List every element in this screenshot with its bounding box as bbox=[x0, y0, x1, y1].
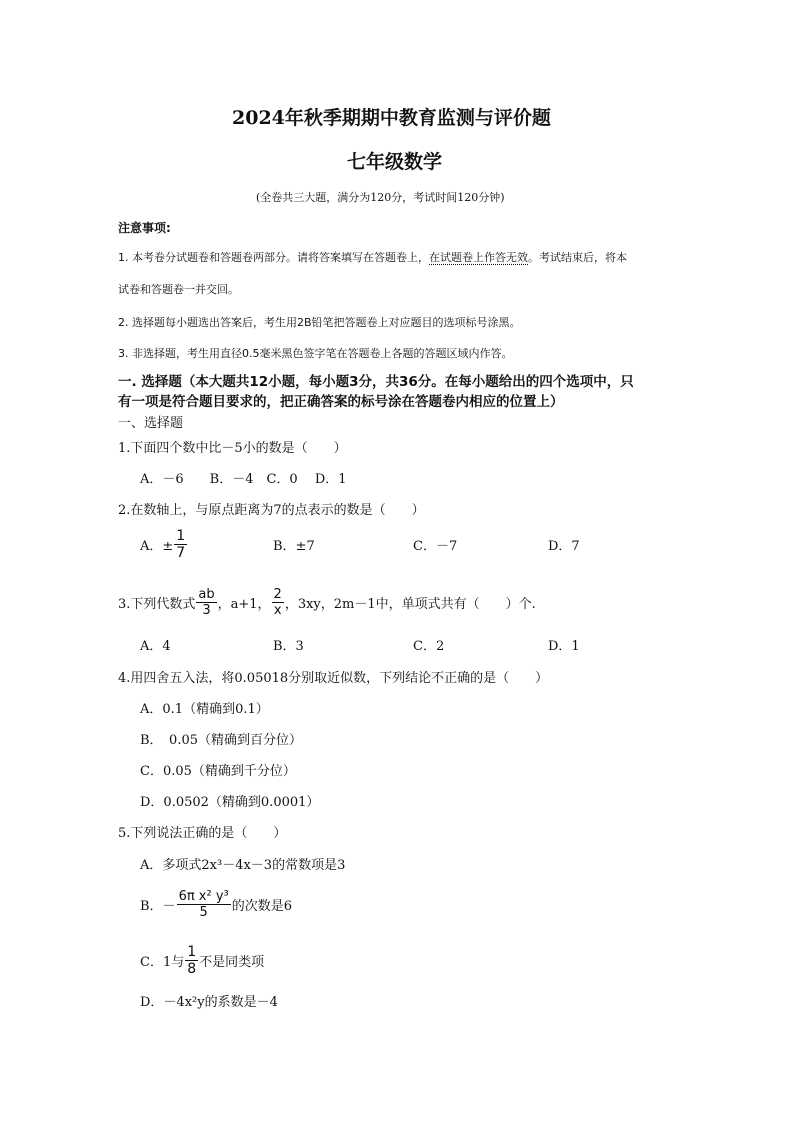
fraction bbox=[196, 588, 216, 617]
exam-info: (全卷共三大题，满分为120分，考试时间120分钟) bbox=[256, 191, 505, 204]
fraction bbox=[185, 945, 198, 976]
note-1-text-a: 1. 本考卷分试题卷和答题卷两部分。请将答案填写在答题卷上， bbox=[118, 251, 429, 264]
question-5-option-a: A．多项式2x³－4x－3的常数项是3 bbox=[140, 858, 346, 873]
question-2-option-c: C．－7 bbox=[413, 539, 458, 554]
question-3-prefix: 3.下列代数式 bbox=[118, 597, 196, 612]
question-2-stem: 2.在数轴上，与原点距离为7的点表示的数是（ ） bbox=[118, 503, 425, 518]
option-label: A．± bbox=[140, 539, 174, 554]
note-1-text-c: 。考试结束后，将本 bbox=[528, 251, 627, 264]
fraction-denominator: 3 bbox=[202, 603, 211, 618]
question-3-option-d: D．1 bbox=[548, 639, 580, 654]
notes-heading: 注意事项: bbox=[118, 221, 171, 235]
exam-title: 2024年秋季期期中教育监测与评价题 bbox=[232, 107, 551, 129]
fraction-denominator: 8 bbox=[187, 961, 197, 977]
question-2-option-a bbox=[140, 529, 188, 560]
fraction-numerator: ab bbox=[198, 587, 215, 602]
fraction-numerator: 2 bbox=[273, 587, 282, 602]
option-tail: 不是同类项 bbox=[199, 955, 265, 970]
question-2-option-b: B．±7 bbox=[273, 539, 315, 554]
section-heading-line-1: 一. 选择题（本大题共12小题，每小题3分，共36分。在每小题给出的四个选项中，只 bbox=[118, 374, 634, 390]
note-2: 2. 选择题每小题选出答案后，考生用2B铅笔把答题卷上对应题目的选项标号涂黑。 bbox=[118, 316, 521, 329]
question-3-mid-2: ，3xy，2m－1中，单项式共有（ ）个. bbox=[284, 597, 536, 612]
question-4-option-c: C．0.05（精确到千分位） bbox=[140, 764, 296, 779]
fraction-numerator: 6π x² y³ bbox=[178, 889, 229, 904]
question-3-option-a: A．4 bbox=[140, 639, 171, 654]
question-4-stem: 4.用四舍五入法，将0.05018分别取近似数，下列结论不正确的是（ ） bbox=[118, 671, 549, 686]
question-5-stem: 5.下列说法正确的是（ ） bbox=[118, 826, 287, 841]
fraction bbox=[272, 588, 284, 617]
option-tail: 的次数是6 bbox=[231, 899, 293, 914]
option-label: C．1与 bbox=[140, 955, 185, 970]
section-heading-line-2: 有一项是符合题目要求的，把正确答案的标号涂在答题卷内相应的位置上） bbox=[118, 394, 564, 410]
fraction-denominator: 5 bbox=[199, 905, 208, 920]
question-1-stem: 1.下面四个数中比－5小的数是（ ） bbox=[118, 441, 347, 456]
question-2-option-d: D．7 bbox=[548, 539, 580, 554]
option-label: B．－ bbox=[140, 899, 176, 914]
note-3: 3. 非选择题，考生用直径0.5毫米黑色签字笔在答题卷上各题的答题区域内作答。 bbox=[118, 347, 513, 360]
note-1-emphasis: 在试题卷上作答无效 bbox=[429, 251, 528, 264]
fraction-denominator: x bbox=[273, 603, 282, 618]
question-5-option-b bbox=[140, 890, 292, 919]
note-1-line-2: 试卷和答题卷一并交回。 bbox=[118, 283, 239, 296]
fraction bbox=[177, 890, 231, 919]
question-3-option-c: C．2 bbox=[413, 639, 445, 654]
fraction-numerator: 1 bbox=[176, 528, 186, 544]
question-4-option-b: B． 0.05（精确到百分位） bbox=[140, 733, 302, 748]
note-1-line-1 bbox=[118, 249, 627, 265]
question-5-option-c bbox=[140, 945, 264, 976]
exam-subject: 七年级数学 bbox=[347, 151, 443, 173]
question-3-option-b: B．3 bbox=[273, 639, 304, 654]
question-3-stem bbox=[118, 588, 536, 617]
section-subheading: 一、选择题 bbox=[118, 416, 184, 431]
fraction bbox=[174, 529, 187, 560]
fraction-denominator: 7 bbox=[176, 545, 186, 561]
question-5-option-d: D．－4x²y的系数是－4 bbox=[140, 995, 278, 1010]
question-1-options: A．－6 B．－4 C．0 D．1 bbox=[140, 472, 347, 487]
fraction-numerator: 1 bbox=[187, 944, 197, 960]
question-4-option-a: A．0.1（精确到0.1） bbox=[140, 702, 269, 717]
question-4-option-d: D．0.0502（精确到0.0001） bbox=[140, 795, 320, 810]
question-3-mid-1: ，a+1， bbox=[217, 597, 271, 612]
